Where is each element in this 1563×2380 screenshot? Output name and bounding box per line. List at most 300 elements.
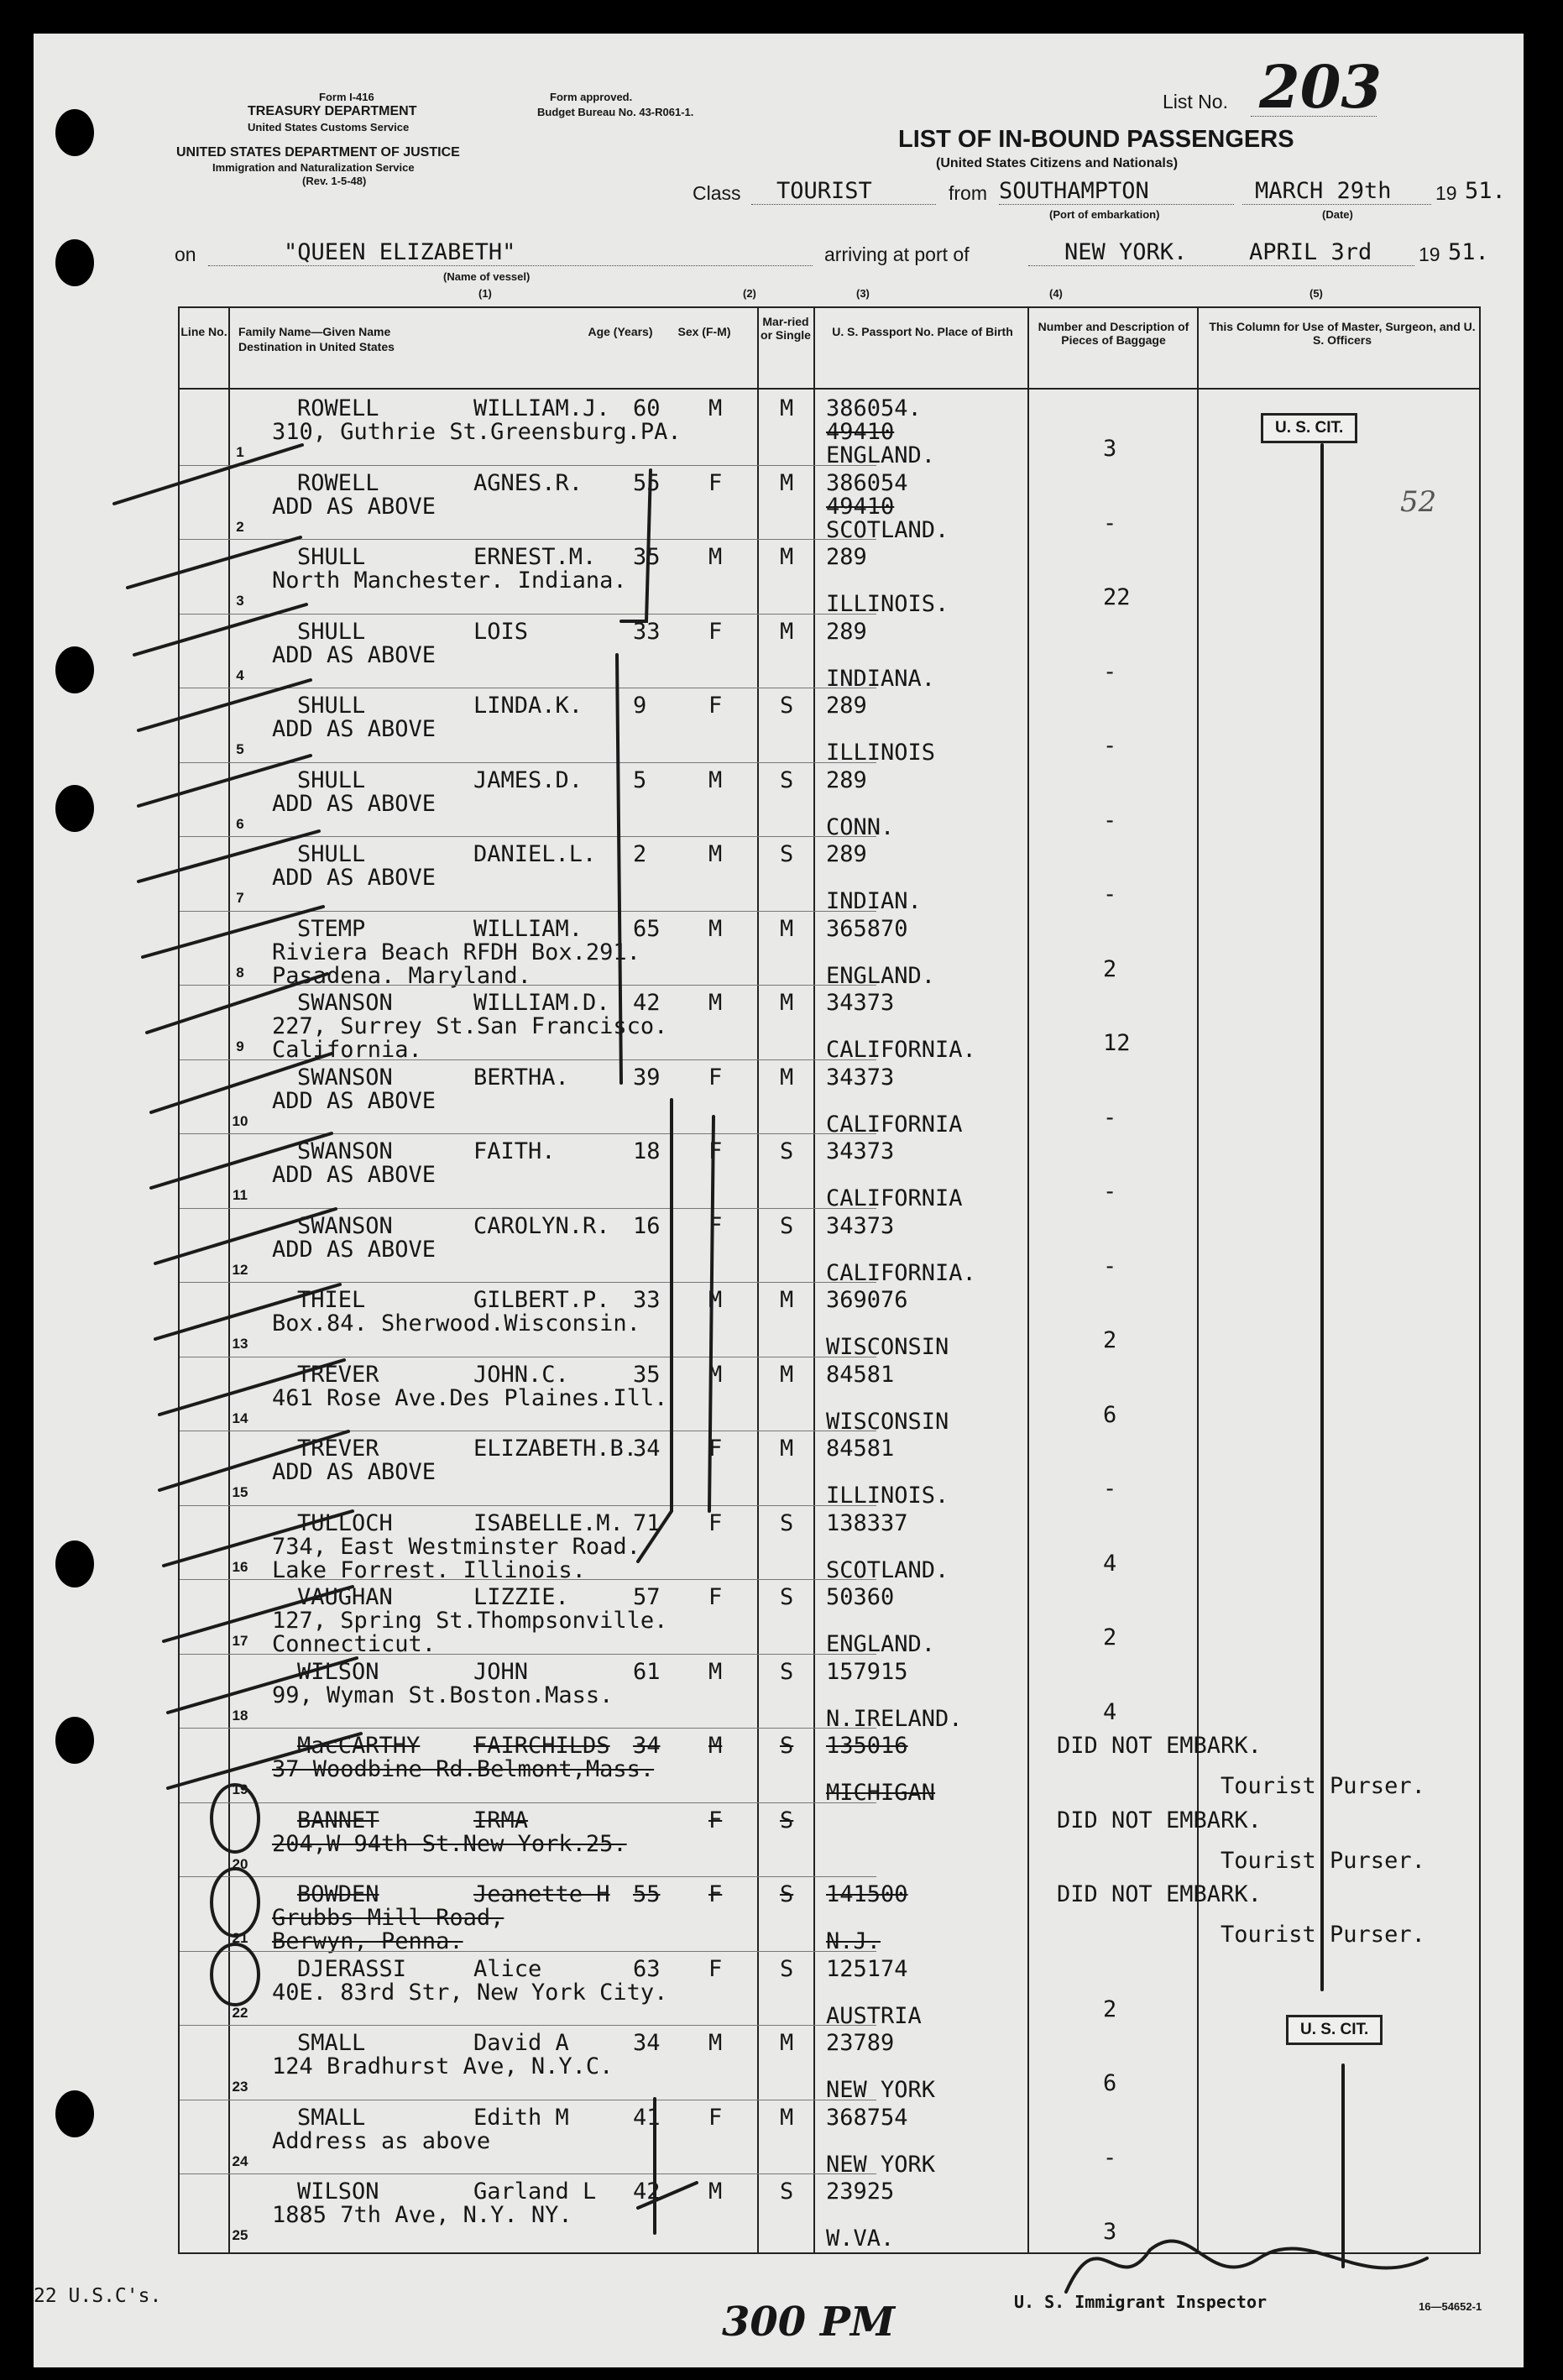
sex: F — [708, 1064, 723, 1091]
given-name: FAIRCHILDS — [473, 1733, 610, 1759]
given-name: LIZZIE. — [473, 1584, 569, 1610]
place-of-birth: SCOTLAND. — [826, 1556, 949, 1583]
age: 18 — [633, 1138, 661, 1164]
place-of-birth: CALIFORNIA — [826, 1185, 963, 1211]
time-note: 300 PM — [722, 2299, 896, 2346]
marital-status: S — [780, 1138, 794, 1164]
line-number: 17 — [232, 1633, 248, 1649]
sex: F — [708, 469, 723, 496]
age: 57 — [633, 1584, 661, 1610]
arriving-label: arriving at port of — [824, 243, 970, 265]
family-name: SWANSON — [297, 1138, 393, 1164]
form-number: Form I-416 — [319, 91, 374, 103]
revision: (Rev. 1-5-48) — [302, 175, 367, 187]
line-number: 10 — [232, 1112, 248, 1129]
place-of-birth: NEW YORK — [826, 2151, 936, 2178]
form-approved: Form approved. — [550, 91, 633, 103]
family-name: ROWELL — [297, 469, 379, 496]
family-name: SMALL — [297, 2030, 366, 2056]
customs-service: United States Customs Service — [248, 121, 410, 133]
destination-address: Address as above — [272, 2127, 491, 2154]
given-name: JAMES.D. — [473, 766, 583, 793]
family-name: SHULL — [297, 618, 366, 645]
destination-address: 734, East Westminster Road. — [272, 1533, 640, 1560]
given-name: Garland L — [473, 2179, 597, 2205]
marital-status: M — [780, 469, 794, 496]
col-line: Line No. — [180, 325, 227, 338]
sex: F — [708, 618, 723, 645]
age: 16 — [633, 1212, 661, 1239]
destination-address-2: Connecticut. — [272, 1631, 436, 1657]
line-number: 14 — [232, 1410, 248, 1426]
line-number: 19 — [232, 1781, 248, 1797]
given-name: FAITH. — [473, 1138, 556, 1164]
destination-address: 99, Wyman St.Boston.Mass. — [272, 1682, 614, 1708]
passport-number: 369076 — [826, 1287, 908, 1313]
destination-address: ADD AS ABOVE — [272, 1459, 436, 1485]
from-label: from — [949, 182, 987, 204]
given-name: ERNEST.M. — [473, 544, 597, 570]
passport-number: 141500 — [826, 1881, 908, 1907]
destination-address: 227, Surrey St.San Francisco. — [272, 1013, 668, 1039]
marital-status: S — [780, 1807, 794, 1833]
us-citizen-stamp: U. S. CIT. — [1261, 413, 1357, 443]
marital-status: S — [780, 1658, 794, 1685]
marital-status: M — [780, 990, 794, 1016]
place-of-birth: ILLINOIS. — [826, 1483, 949, 1509]
purser-signature-label: Tourist Purser. — [1221, 1773, 1425, 1799]
passport-number: 84581 — [826, 1361, 895, 1388]
age: 34 — [633, 2030, 661, 2056]
baggage-count: 2 — [1103, 955, 1117, 982]
passport-number: 157915 — [826, 1658, 908, 1685]
destination-address: 40E. 83rd Str, New York City. — [272, 1979, 668, 2006]
line-number: 8 — [236, 964, 244, 981]
marital-status: M — [780, 1064, 794, 1091]
destination-address: Box.84. Sherwood.Wisconsin. — [272, 1310, 640, 1336]
destination-address: 124 Bradhurst Ave, N.Y.C. — [272, 2053, 614, 2079]
marital-status: M — [780, 1361, 794, 1388]
given-name: LINDA.K. — [473, 693, 583, 719]
passport-number: 34373 — [826, 1212, 895, 1239]
age: 33 — [633, 1287, 661, 1313]
justice-dept: UNITED STATES DEPARTMENT OF JUSTICE — [176, 145, 460, 160]
destination-address: Grubbs Mill Road, — [272, 1905, 504, 1931]
passport-number: 365870 — [826, 915, 908, 942]
age: 39 — [633, 1064, 661, 1091]
sex: F — [708, 1584, 723, 1610]
line-number: 6 — [236, 815, 244, 832]
port-caption: (Port of embarkation) — [1049, 208, 1160, 221]
family-name: SHULL — [297, 544, 366, 570]
baggage-count: 2 — [1103, 1624, 1117, 1650]
arrival-year: 51. — [1448, 239, 1489, 265]
age: 5 — [633, 766, 647, 793]
marital-status: S — [780, 1733, 794, 1759]
place-of-birth: W.VA. — [826, 2226, 895, 2252]
vessel-name: "QUEEN ELIZABETH" — [284, 239, 516, 265]
sex: M — [708, 1361, 723, 1388]
baggage-count: - — [1103, 1476, 1117, 1502]
purser-signature-label: Tourist Purser. — [1221, 1922, 1425, 1948]
arrival-port: NEW YORK. — [1064, 239, 1188, 265]
line-number: 3 — [236, 593, 244, 609]
line-number: 16 — [232, 1558, 248, 1575]
given-name: WILLIAM.J. — [473, 395, 610, 421]
col-number-2: (2) — [743, 287, 756, 300]
place-of-birth: ILLINOIS. — [826, 591, 949, 617]
baggage-count: - — [1103, 1253, 1117, 1279]
destination-address-2: Lake Forrest. Illinois. — [272, 1556, 586, 1583]
ins-service: Immigration and Naturalization Service — [212, 161, 415, 174]
line-number: 5 — [236, 741, 244, 757]
place-of-birth: ILLINOIS — [826, 740, 936, 766]
class-value: TOURIST — [776, 178, 872, 204]
sex: M — [708, 990, 723, 1016]
given-name: ELIZABETH.B. — [473, 1436, 638, 1462]
family-name: WILSON — [297, 2179, 379, 2205]
passport-old-number: 49410 — [826, 493, 895, 520]
passport-number: 386054. — [826, 395, 922, 421]
passport-number: 289 — [826, 693, 867, 719]
family-name: MacCARTHY — [297, 1733, 421, 1759]
footer-left: 22 U.S.C's. — [34, 2285, 162, 2307]
age: 34 — [633, 1436, 661, 1462]
destination-address: ADD AS ABOVE — [272, 1087, 436, 1114]
destination-address: ADD AS ABOVE — [272, 865, 436, 891]
did-not-embark-note: DID NOT EMBARK. — [1057, 1881, 1262, 1907]
baggage-count: 6 — [1103, 1401, 1117, 1428]
destination-address: ADD AS ABOVE — [272, 1236, 436, 1263]
sex: F — [708, 1212, 723, 1239]
destination-address-2: California. — [272, 1037, 422, 1063]
family-name: BOWDEN — [297, 1881, 379, 1907]
given-name: IRMA — [473, 1807, 529, 1833]
baggage-count: - — [1103, 1179, 1117, 1205]
marital-status: S — [780, 1212, 794, 1239]
passport-number: 135016 — [826, 1733, 908, 1759]
family-name: SHULL — [297, 841, 366, 867]
line-number: 20 — [232, 1855, 248, 1872]
line-number: 25 — [232, 2227, 248, 2243]
passport-number: 289 — [826, 766, 867, 793]
line-number: 1 — [236, 444, 244, 460]
marital-status: S — [780, 2179, 794, 2205]
place-of-birth: CALIFORNIA. — [826, 1037, 976, 1063]
place-of-birth: ENGLAND. — [826, 962, 936, 989]
given-name: AGNES.R. — [473, 469, 583, 496]
embark-year: 51. — [1465, 178, 1506, 204]
col-passport: U. S. Passport No. Place of Birth — [832, 325, 1013, 338]
marital-status: S — [780, 841, 794, 867]
family-name: VAUGHAN — [297, 1584, 393, 1610]
age: 42 — [633, 990, 661, 1016]
class-label: Class — [693, 182, 741, 204]
given-name: WILLIAM. — [473, 915, 583, 942]
sex: M — [708, 915, 723, 942]
age: 42 — [633, 2179, 661, 2205]
place-of-birth: WISCONSIN — [826, 1334, 949, 1360]
family-name: BANNET — [297, 1807, 379, 1833]
col-number-1: (1) — [478, 287, 492, 300]
inspector-caption: U. S. Immigrant Inspector — [1014, 2292, 1268, 2312]
passport-number: 386054 — [826, 469, 908, 496]
embark-date: MARCH 29th — [1255, 178, 1392, 204]
destination-address: ADD AS ABOVE — [272, 641, 436, 668]
place-of-birth: SCOTLAND. — [826, 516, 949, 543]
sex: M — [708, 1658, 723, 1685]
marital-status: M — [780, 395, 794, 421]
marital-status: M — [780, 544, 794, 570]
sex: F — [708, 2104, 723, 2131]
place-of-birth: CALIFORNIA. — [826, 1259, 976, 1286]
marital-status: S — [780, 1509, 794, 1536]
given-name: David A — [473, 2030, 569, 2056]
given-name: BERTHA. — [473, 1064, 569, 1091]
arrival-year-prefix: 19 — [1419, 243, 1440, 265]
manifest-sheet — [34, 34, 1524, 2367]
place-of-birth: N.IRELAND. — [826, 1705, 963, 1732]
age: 61 — [633, 1658, 661, 1685]
family-name: DJERASSI — [297, 1955, 407, 1982]
baggage-count: - — [1103, 1104, 1117, 1131]
given-name: JOHN — [473, 1658, 529, 1685]
col-married: Mar-ried or Single — [761, 315, 811, 342]
baggage-count: 22 — [1103, 584, 1131, 610]
family-name: SWANSON — [297, 990, 393, 1016]
age: 55 — [633, 1881, 661, 1907]
family-name: SWANSON — [297, 1064, 393, 1091]
destination-address: ADD AS ABOVE — [272, 790, 436, 817]
place-of-birth: WISCONSIN — [826, 1408, 949, 1435]
place-of-birth: INDIANA. — [826, 665, 936, 692]
page-subtitle: (United States Citizens and Nationals) — [936, 156, 1179, 170]
baggage-count: - — [1103, 733, 1117, 759]
age: 35 — [633, 544, 661, 570]
sex: F — [708, 1436, 723, 1462]
family-name: SMALL — [297, 2104, 366, 2131]
passport-old-number: 49410 — [826, 419, 895, 445]
baggage-count: 4 — [1103, 1698, 1117, 1725]
given-name: JOHN.C. — [473, 1361, 569, 1388]
passport-number: 84581 — [826, 1436, 895, 1462]
baggage-count: - — [1103, 658, 1117, 685]
sex: F — [708, 693, 723, 719]
col-name: Family Name—Given Name — [238, 325, 391, 338]
family-name: THIEL — [297, 1287, 366, 1313]
sex: F — [708, 1955, 723, 1982]
destination-address: ADD AS ABOVE — [272, 493, 436, 520]
marital-status: M — [780, 915, 794, 942]
treasury-dept: TREASURY DEPARTMENT — [248, 104, 417, 118]
family-name: SWANSON — [297, 1212, 393, 1239]
age: 71 — [633, 1509, 661, 1536]
marital-status: M — [780, 2104, 794, 2131]
list-no-label: List No. — [1163, 91, 1228, 112]
baggage-count: 6 — [1103, 2070, 1117, 2096]
passport-number: 34373 — [826, 1064, 895, 1091]
arrival-date: APRIL 3rd — [1249, 239, 1372, 265]
given-name: LOIS — [473, 618, 529, 645]
place-of-birth: CALIFORNIA — [826, 1111, 963, 1138]
sex: M — [708, 395, 723, 421]
sex: M — [708, 544, 723, 570]
line-number: 4 — [236, 667, 244, 683]
age: 2 — [633, 841, 647, 867]
marital-status: M — [780, 1436, 794, 1462]
line-number: 24 — [232, 2152, 248, 2169]
baggage-count: - — [1103, 807, 1117, 834]
passport-number: 289 — [826, 544, 867, 570]
us-citizen-stamp: U. S. CIT. — [1286, 2015, 1383, 2045]
line-number: 22 — [232, 2004, 248, 2021]
list-number: 203 — [1259, 52, 1383, 122]
baggage-count: - — [1103, 2144, 1117, 2171]
place-of-birth: MICHIGAN — [826, 1780, 936, 1806]
age: 34 — [633, 1733, 661, 1759]
line-number: 21 — [232, 1930, 248, 1946]
budget-bureau: Budget Bureau No. 43-R061-1. — [537, 106, 694, 118]
sex: M — [708, 766, 723, 793]
passport-number: 368754 — [826, 2104, 908, 2131]
passport-number: 138337 — [826, 1509, 908, 1536]
age: 33 — [633, 618, 661, 645]
given-name: DANIEL.L. — [473, 841, 597, 867]
margin-number: 52 — [1400, 485, 1437, 519]
vessel-caption: (Name of vessel) — [443, 270, 531, 283]
destination-address: North Manchester. Indiana. — [272, 568, 627, 594]
age: 35 — [633, 1361, 661, 1388]
sex: M — [708, 1733, 723, 1759]
footer-right: 16—54652-1 — [1419, 2300, 1482, 2313]
place-of-birth: INDIAN. — [826, 888, 922, 914]
sex: M — [708, 2179, 723, 2205]
baggage-count: 2 — [1103, 1327, 1117, 1353]
passport-number: 23789 — [826, 2030, 895, 2056]
family-name: ROWELL — [297, 395, 379, 421]
baggage-count: - — [1103, 510, 1117, 536]
given-name: ISABELLE.M. — [473, 1509, 624, 1536]
destination-address: 204,W 94th St.New York.25. — [272, 1830, 627, 1857]
place-of-birth: NEW YORK — [826, 2077, 936, 2103]
given-name: Edith M — [473, 2104, 569, 2131]
family-name: TREVER — [297, 1361, 379, 1388]
col-destination: Destination in United States — [238, 340, 395, 353]
passport-number: 289 — [826, 618, 867, 645]
passport-number: 50360 — [826, 1584, 895, 1610]
passport-number: 125174 — [826, 1955, 908, 1982]
given-name: CAROLYN.R. — [473, 1212, 610, 1239]
passport-number: 34373 — [826, 990, 895, 1016]
line-number: 7 — [236, 890, 244, 906]
line-number: 23 — [232, 2079, 248, 2095]
page-title: LIST OF IN-BOUND PASSENGERS — [898, 126, 1294, 153]
family-name: STEMP — [297, 915, 366, 942]
from-value: SOUTHAMPTON — [999, 178, 1149, 204]
destination-address: 37 Woodbine Rd.Belmont,Mass. — [272, 1756, 655, 1782]
line-number: 18 — [232, 1707, 248, 1724]
did-not-embark-note: DID NOT EMBARK. — [1057, 1733, 1262, 1759]
passport-number: 34373 — [826, 1138, 895, 1164]
line-number: 11 — [233, 1187, 248, 1203]
baggage-count: 2 — [1103, 1996, 1117, 2022]
age: 9 — [633, 693, 647, 719]
line-number: 13 — [232, 1336, 248, 1352]
destination-address: ADD AS ABOVE — [272, 1162, 436, 1188]
place-of-birth: ENGLAND. — [826, 442, 936, 468]
baggage-count: 3 — [1103, 2219, 1117, 2245]
age: 65 — [633, 915, 661, 942]
passport-number: 23925 — [826, 2179, 895, 2205]
baggage-count: 3 — [1103, 436, 1117, 462]
sex: M — [708, 1287, 723, 1313]
place-of-birth: AUSTRIA — [826, 2002, 922, 2029]
sex: M — [708, 841, 723, 867]
baggage-count: - — [1103, 881, 1117, 908]
place-of-birth: N.J. — [826, 1928, 881, 1954]
on-label: on — [175, 243, 196, 265]
line-number: 15 — [232, 1484, 248, 1500]
marital-status: S — [780, 766, 794, 793]
sex: F — [708, 1509, 723, 1536]
col-sex: Sex (F-M) — [677, 325, 731, 338]
col-number-4: (4) — [1049, 287, 1063, 300]
marital-status: M — [780, 618, 794, 645]
place-of-birth: CONN. — [826, 813, 895, 840]
destination-address: 461 Rose Ave.Des Plaines.Ill. — [272, 1384, 668, 1411]
destination-address: 127, Spring St.Thompsonville. — [272, 1608, 668, 1634]
sex: F — [708, 1807, 723, 1833]
destination-address: 310, Guthrie St.Greensburg.PA. — [272, 419, 682, 445]
destination-address-2: Pasadena. Maryland. — [272, 962, 531, 989]
col-age: Age (Years) — [588, 325, 653, 338]
marital-status: M — [780, 2030, 794, 2056]
destination-address: Riviera Beach RFDH Box.291. — [272, 939, 640, 965]
col-number-3: (3) — [856, 287, 870, 300]
family-name: SHULL — [297, 693, 366, 719]
col-baggage: Number and Description of Pieces of Baggage — [1038, 320, 1189, 347]
given-name: Jeanette H — [473, 1881, 610, 1907]
family-name: TREVER — [297, 1436, 379, 1462]
purser-signature-label: Tourist Purser. — [1221, 1847, 1425, 1874]
destination-address-2: Berwyn, Penna. — [272, 1928, 463, 1954]
passport-number: 289 — [826, 841, 867, 867]
family-name: SHULL — [297, 766, 366, 793]
sex: F — [708, 1881, 723, 1907]
age: 55 — [633, 469, 661, 496]
baggage-count: 12 — [1103, 1030, 1131, 1056]
col-officers: This Column for Use of Master, Surgeon, and U. S. Officers — [1209, 320, 1476, 347]
given-name: WILLIAM.D. — [473, 990, 610, 1016]
destination-address: 1885 7th Ave, N.Y. NY. — [272, 2202, 572, 2228]
year-prefix: 19 — [1435, 182, 1457, 204]
age: 41 — [633, 2104, 661, 2131]
family-name: WILSON — [297, 1658, 379, 1685]
marital-status: S — [780, 1955, 794, 1982]
age: 60 — [633, 395, 661, 421]
age: 63 — [633, 1955, 661, 1982]
place-of-birth: ENGLAND. — [826, 1631, 936, 1657]
marital-status: S — [780, 1584, 794, 1610]
given-name: Alice — [473, 1955, 542, 1982]
destination-address: ADD AS ABOVE — [272, 716, 436, 742]
sex: M — [708, 2030, 723, 2056]
marital-status: M — [780, 1287, 794, 1313]
marital-status: S — [780, 1881, 794, 1907]
line-number: 2 — [236, 518, 244, 535]
date-caption: (Date) — [1322, 208, 1353, 221]
marital-status: S — [780, 693, 794, 719]
